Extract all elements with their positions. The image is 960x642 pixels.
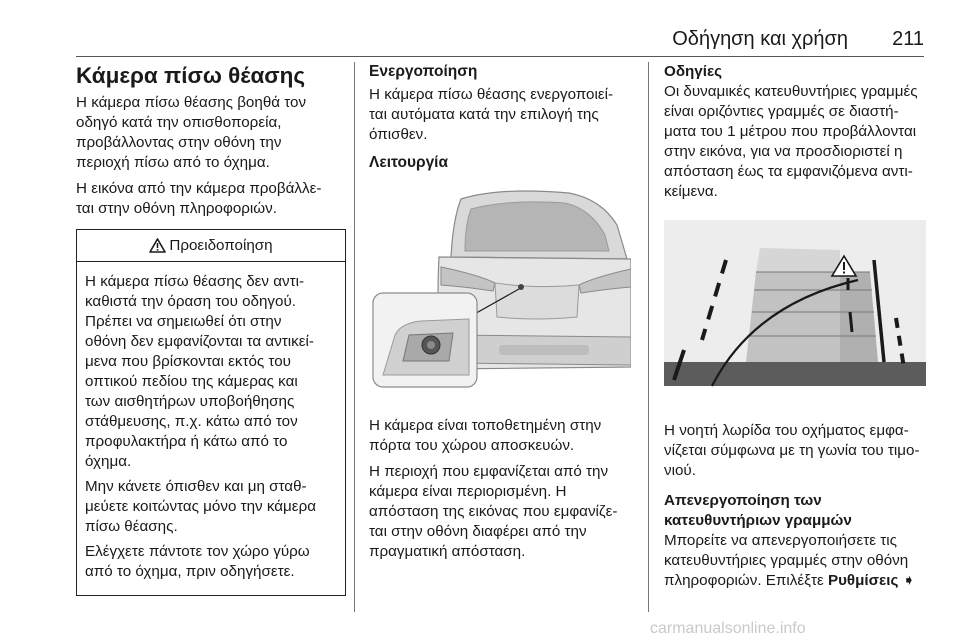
running-title: Οδήγηση και χρήση [672,28,848,50]
column-divider [354,62,355,612]
warning-triangle-icon [149,238,166,253]
function-heading: Λειτουργία [369,154,449,171]
intro-paragraph-1: Η κάμερα πίσω θέασης βοηθά τον οδηγό κατά την οπισθοπορεία, προβάλλοντας στην οθόνη την περιοχή πίσω από το όχημα. [76,94,307,171]
warning-header [77,230,345,262]
section-title: Κάμερα πίσω θέασης [76,63,306,88]
warning-paragraph-3: Ελέγχετε πάντοτε τον χώρο γύρω από το όχημα, πριν οδηγήσετε. [85,543,310,580]
guideline-display [664,220,926,400]
camera-position-caption: Η κάμερα είναι τοποθετημένη στην πόρτα του χώρου αποσκευών. [369,417,602,454]
car-rear-illustration [369,185,631,395]
page-number: 211 [892,28,924,50]
rear-camera-location-illustration [369,185,639,400]
menu-arrow-icon: ➧ [902,572,916,589]
settings-menu-reference: Ρυθμίσεις [827,572,899,589]
running-head [0,26,960,56]
header-rule [76,56,924,57]
deactivate-paragraph: Μπορείτε να απενεργοποιήσετε τις κατευθυντήριες γραμμές στην οθόνη πληροφοριών. Επιλέξτε Ρυθμίσεις ➧ [664,532,916,589]
guidelines-paragraph: Οι δυναμικές κατευθυντήριες γραμμές είναι οριζόντιες γραμμές σε διαστή- ματα του 1 μέτρου που προβάλλονται στην εικόνα, για να προσδιοριστεί η απόσταση έως τα εμφανιζόμενα αντι- κείμενα. [664,83,918,200]
warning-paragraph-1: Η κάμερα πίσω θέασης δεν αντι- καθιστά την όραση του οδηγού. Πρέπει να σημειωθεί ότι στην οθόνη δεν εμφανίζονται τα αντικεί- μενα που βρίσκονται εκτός του οπτικού πεδίου της κάμερας και των αισθητήρων υποβοήθησης στάθμευσης, π.χ. κάτω από τον προφυλακτήρα ή κάτω από το όχημα. [85,273,314,470]
lane-paragraph: Η νοητή λωρίδα του οχήματος εμφα- νίζεται σύμφωνα με τη γωνία του τιμο- νιού. [664,422,920,479]
activation-paragraph: Η κάμερα πίσω θέασης ενεργοποιεί- ται αυτόματα κατά την επιλογή της όπισθεν. [369,86,614,143]
column-right [664,62,926,597]
guidelines-heading: Οδηγίες [664,63,723,80]
column-middle [369,62,639,568]
column-divider [648,62,649,612]
intro-paragraph-2: Η εικόνα από την κάμερα προβάλλε- ται στην οθόνη πληροφοριών. [76,180,322,217]
camera-display-illustration [664,220,926,405]
warning-paragraph-2: Μην κάνετε όπισθεν και μη σταθ- μεύετε κοιτώντας μόνο την κάμερα πίσω θέασης. [85,478,317,535]
deactivate-heading: Απενεργοποίηση των κατευθυντήριων γραμμών [664,492,852,529]
warning-title: Προειδοποίηση [169,237,273,254]
watermark: carmanualsonline.info [650,620,806,637]
camera-range-paragraph: Η περιοχή που εμφανίζεται από την κάμερα είναι περιορισμένη. Η απόσταση της εικόνας που εμφανίζε- ται στην οθόνη διαφέρει από την πραγματική απόσταση. [369,463,618,560]
warning-body [77,262,345,595]
warning-box [76,229,346,596]
activation-heading: Ενεργοποίηση [369,63,478,80]
column-left [76,62,346,596]
